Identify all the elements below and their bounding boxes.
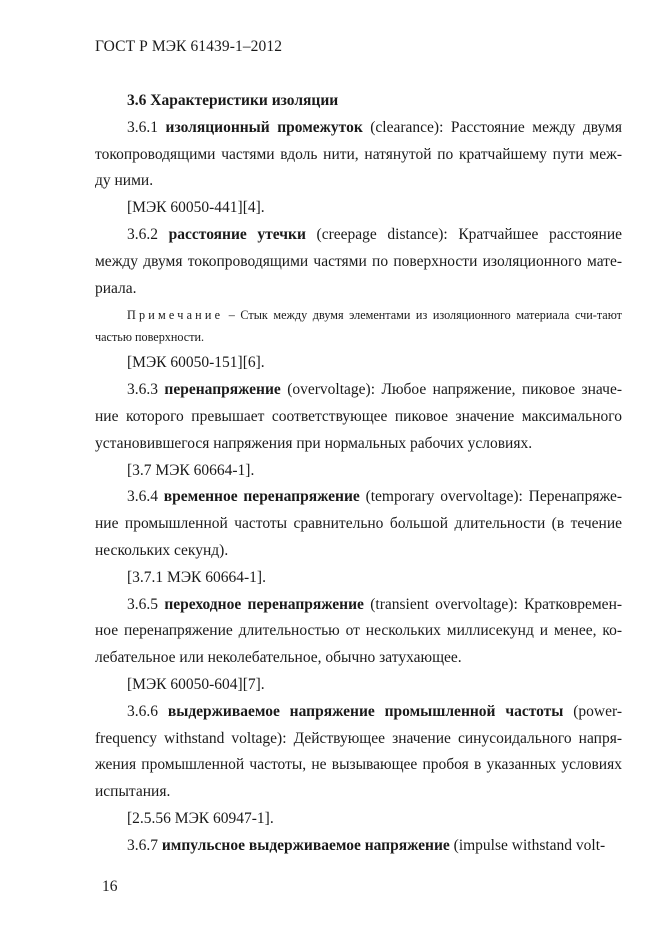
- entry-definition: (temporary overvoltage): Перенапряже-ние промышленной частоты сравнительно большой длительности (в течение нескольких секунд).: [95, 488, 623, 559]
- entry-3-6-1: [95, 115, 622, 195]
- note-label: Примечание: [127, 308, 224, 323]
- entry-reference: [3.7.1 МЭК 60664-1].: [127, 568, 266, 586]
- entry-reference: [3.7 МЭК 60664-1].: [127, 461, 255, 479]
- note-text: – Стык между двумя элементами из изоляционного материала счи-тают частью поверхности.: [95, 308, 622, 345]
- entry-number: 3.6.1: [127, 118, 158, 136]
- entry-number: 3.6.4: [127, 488, 158, 506]
- entry-term: изоляционный промежуток: [165, 118, 363, 136]
- entry-3-6-7: [95, 833, 622, 860]
- entry-term: переходное перенапряжение: [164, 595, 364, 613]
- entry-term: расстояние утечки: [168, 225, 306, 243]
- entry-3-6-2: [95, 222, 622, 302]
- entry-number: 3.6.3: [127, 381, 158, 399]
- entry-reference: [МЭК 60050-441][4].: [127, 199, 265, 217]
- entry-number: 3.6.6: [127, 702, 158, 720]
- entry-term: импульсное выдерживаемое напряжение: [161, 836, 450, 854]
- entry-term: временное перенапряжение: [163, 488, 360, 506]
- page-number: 16: [102, 878, 118, 895]
- entry-definition: (impulse withstand volt-: [453, 836, 606, 854]
- entry-term: перенапряжение: [164, 381, 281, 399]
- entry-number: 3.6.2: [127, 225, 158, 243]
- entry-term: выдерживаемое напряжение промышленной частоты: [167, 702, 564, 720]
- section-title: 3.6 Характеристики изоляции: [127, 92, 339, 109]
- entry-definition: (power-frequency withstand voltage): Действующее значение синусоидального напря-жения промышленной частоты, не вызывающее пробоя в указанных условиях испытания.: [95, 702, 622, 801]
- entry-definition: (transient overvoltage): Кратковремен-ное перенапряжение длительностью от нескольких миллисекунд и менее, ко-лебательное или неколебательное, обычно затухающее.: [95, 595, 623, 667]
- entry-3-6-3: [95, 377, 622, 457]
- page-body: [95, 88, 622, 860]
- entry-3-6-6: [95, 699, 622, 806]
- entry-definition: (overvoltage): Любое напряжение, пиковое значе-ние которого превышает соответствующее пиковое значение максимального установившегося напряжения при нормальных рабочих условиях.: [95, 381, 623, 452]
- entry-number: 3.6.5: [127, 595, 158, 613]
- entry-definition: (creepage distance): Кратчайшее расстояние между двумя токопроводящими частями по поверхности изоляционного мате-риала.: [95, 225, 622, 297]
- entry-3-6-4: [95, 484, 622, 564]
- entry-reference: [МЭК 60050-604][7].: [127, 675, 265, 693]
- note: [95, 304, 622, 348]
- entry-number: 3.6.7: [127, 836, 158, 854]
- page-header: ГОСТ Р МЭК 61439-1–2012: [95, 38, 283, 55]
- entry-reference: [2.5.56 МЭК 60947-1].: [127, 809, 274, 827]
- entry-3-6-5: [95, 592, 622, 672]
- entry-definition: (clearance): Расстояние между двумя токопроводящими частями вдоль нити, натянутой по кратчайшему пути меж-ду ними.: [95, 118, 622, 190]
- entry-reference: [МЭК 60050-151][6].: [127, 354, 265, 372]
